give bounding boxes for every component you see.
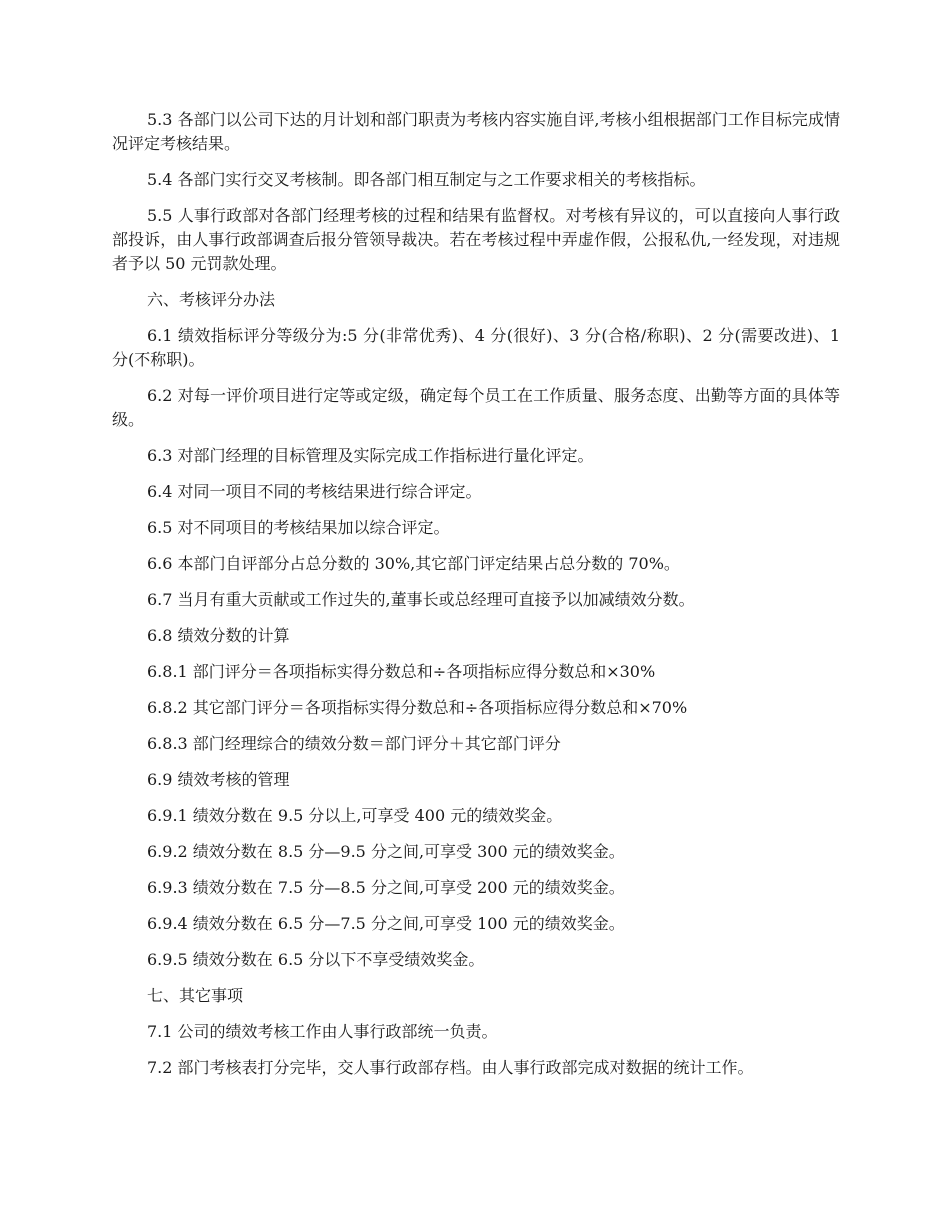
paragraph-5-4: 5.4 各部门实行交叉考核制。即各部门相互制定与之工作要求相关的考核指标。: [147, 170, 706, 189]
paragraph-6-3: 6.3 对部门经理的目标管理及实际完成工作指标进行量化评定。: [147, 446, 594, 465]
paragraph-6-9-2: 6.9.2 绩效分数在 8.5 分—9.5 分之间,可享受 300 元的绩效奖金。: [147, 842, 625, 861]
paragraph-6-9-4: 6.9.4 绩效分数在 6.5 分—7.5 分之间,可享受 100 元的绩效奖金。: [147, 914, 625, 933]
paragraph-6-9-1: 6.9.1 绩效分数在 9.5 分以上,可享受 400 元的绩效奖金。: [147, 806, 563, 825]
paragraph-6-8-1: 6.8.1 部门评分＝各项指标实得分数总和÷各项指标应得分数总和×30%: [147, 662, 656, 681]
paragraph-6-1: 6.1 绩效指标评分等级分为:5 分(非常优秀)、4 分(很好)、3 分(合格/称职)、2 分(需要改进)、1 分(不称职)。: [112, 326, 840, 369]
document-body: [112, 108, 840, 1080]
paragraph-7-1: 7.1 公司的绩效考核工作由人事行政部统一负责。: [147, 1022, 498, 1041]
paragraph-7-2: 7.2 部门考核表打分完毕，交人事行政部存档。由人事行政部完成对数据的统计工作。: [147, 1058, 754, 1077]
paragraph-6-9-3: 6.9.3 绩效分数在 7.5 分—8.5 分之间,可享受 200 元的绩效奖金。: [147, 878, 625, 897]
section-heading-6: 六、考核评分办法: [147, 290, 276, 309]
paragraph-5-5: 5.5 人事行政部对各部门经理考核的过程和结果有监督权。对考核有异议的，可以直接向人事行政部投诉，由人事行政部调查后报分管领导裁决。若在考核过程中弄虚作假，公报私仇,一经发现，对违规者予以 50 元罚款处理。: [112, 206, 840, 273]
paragraph-6-7: 6.7 当月有重大贡献或工作过失的,董事长或总经理可直接予以加减绩效分数。: [147, 590, 695, 609]
paragraph-6-8-3: 6.8.3 部门经理综合的绩效分数＝部门评分＋其它部门评分: [147, 734, 561, 753]
paragraph-6-8: 6.8 绩效分数的计算: [147, 626, 290, 645]
section-heading-7: 七、其它事项: [147, 986, 244, 1005]
paragraph-6-5: 6.5 对不同项目的考核结果加以综合评定。: [147, 518, 450, 537]
paragraph-6-9: 6.9 绩效考核的管理: [147, 770, 290, 789]
paragraph-5-3: 5.3 各部门以公司下达的月计划和部门职责为考核内容实施自评,考核小组根据部门工作目标完成情况评定考核结果。: [112, 110, 840, 153]
paragraph-6-2: 6.2 对每一评价项目进行定等或定级，确定每个员工在工作质量、服务态度、出勤等方面的具体等级。: [112, 386, 840, 429]
paragraph-6-9-5: 6.9.5 绩效分数在 6.5 分以下不享受绩效奖金。: [147, 950, 485, 969]
paragraph-6-6: 6.6 本部门自评部分占总分数的 30%,其它部门评定结果占总分数的 70%。: [147, 554, 680, 573]
paragraph-6-8-2: 6.8.2 其它部门评分＝各项指标实得分数总和÷各项指标应得分数总和×70%: [147, 698, 688, 717]
paragraph-6-4: 6.4 对同一项目不同的考核结果进行综合评定。: [147, 482, 482, 501]
